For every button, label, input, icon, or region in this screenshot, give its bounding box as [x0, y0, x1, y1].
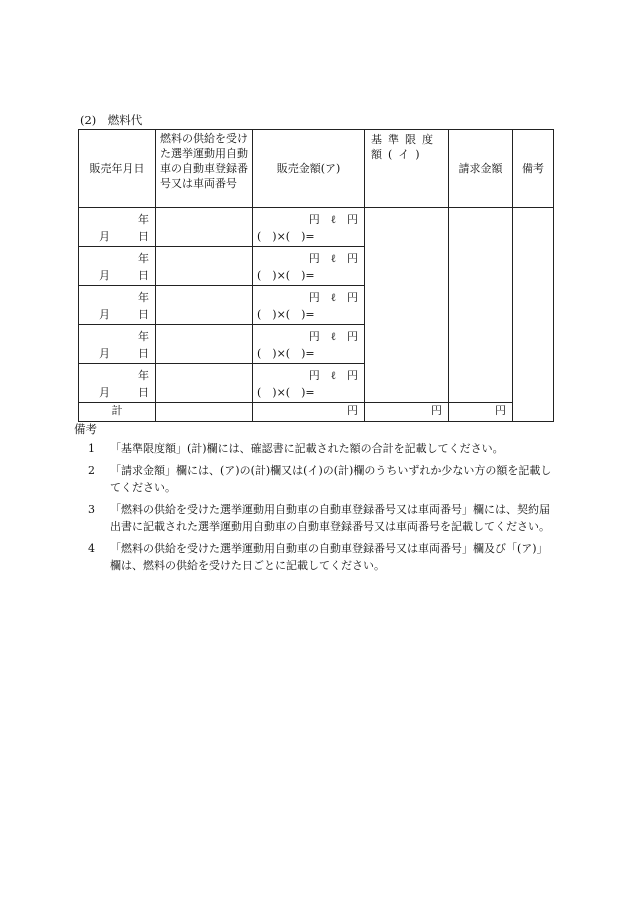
day-label: 日	[138, 347, 149, 360]
year-label: 年	[138, 252, 149, 265]
total-vehicle-cell	[156, 403, 253, 422]
formula-label: ( )×( )=	[257, 347, 315, 360]
claim-amount-cell[interactable]	[449, 208, 513, 403]
unit-price-label: 円 ℓ 円	[308, 291, 358, 304]
note-item	[84, 462, 554, 496]
fuel-cost-table	[78, 129, 554, 422]
total-claim-cell[interactable]: 円	[449, 403, 513, 422]
formula-label: ( )×( )=	[257, 269, 315, 282]
day-label: 日	[138, 230, 149, 243]
sale-date-cell[interactable]	[79, 364, 156, 403]
note-text: 「燃料の供給を受けた選挙運動用自動車の自動車登録番号又は車両番号」欄及び「(ア)」欄は、燃料の供給を受けた日ごとに記載してください。	[110, 542, 548, 572]
header-claim-amount: 請求金額	[449, 130, 513, 208]
note-item	[84, 501, 554, 535]
remarks-cell[interactable]	[513, 208, 554, 422]
unit-price-label: 円 ℓ 円	[308, 252, 358, 265]
sale-date-cell[interactable]	[79, 208, 156, 247]
day-label: 日	[138, 269, 149, 282]
formula-label: ( )×( )=	[257, 230, 315, 243]
total-amount-cell[interactable]: 円	[253, 403, 365, 422]
note-text: 「基準限度額」(計)欄には、確認書に記載された額の合計を記載してください。	[110, 442, 504, 455]
month-label: 月	[99, 230, 110, 243]
unit-price-label: 円 ℓ 円	[308, 213, 358, 226]
sale-amount-cell[interactable]	[253, 286, 365, 325]
month-label: 月	[99, 269, 110, 282]
vehicle-number-cell[interactable]	[156, 247, 253, 286]
note-number: 3	[88, 503, 95, 516]
total-limit-cell[interactable]: 円	[365, 403, 449, 422]
unit-price-label: 円 ℓ 円	[308, 330, 358, 343]
unit-price-label: 円 ℓ 円	[308, 369, 358, 382]
sale-amount-cell[interactable]	[253, 325, 365, 364]
sale-amount-cell[interactable]	[253, 247, 365, 286]
table-row	[79, 208, 554, 247]
formula-label: ( )×( )=	[257, 308, 315, 321]
note-text: 「燃料の供給を受けた選挙運動用自動車の自動車登録番号又は車両番号」欄には、契約届出書に記載された選挙運動用自動車の自動車登録番号又は車両番号を記載してください。	[110, 503, 550, 533]
note-item	[84, 440, 554, 457]
day-label: 日	[138, 308, 149, 321]
notes-heading: 備考	[74, 422, 97, 436]
vehicle-number-cell[interactable]	[156, 364, 253, 403]
note-text: 「請求金額」欄には、(ア)の(計)欄又は(イ)の(計)欄のうちいずれか少ない方の額を記載してください。	[110, 464, 552, 494]
header-remarks: 備考	[513, 130, 554, 208]
month-label: 月	[99, 386, 110, 399]
sale-date-cell[interactable]	[79, 286, 156, 325]
vehicle-number-cell[interactable]	[156, 286, 253, 325]
year-label: 年	[138, 291, 149, 304]
day-label: 日	[138, 386, 149, 399]
formula-label: ( )×( )=	[257, 386, 315, 399]
year-label: 年	[138, 369, 149, 382]
note-number: 4	[88, 542, 95, 555]
note-item	[84, 540, 554, 574]
header-vehicle-number: 燃料の供給を受けた選挙運動用自動車の自動車登録番号又は車両番号	[156, 130, 253, 208]
year-label: 年	[138, 330, 149, 343]
month-label: 月	[99, 308, 110, 321]
base-limit-cell[interactable]	[365, 208, 449, 403]
month-label: 月	[99, 347, 110, 360]
section-title: (2) 燃料代	[80, 113, 143, 127]
year-label: 年	[138, 213, 149, 226]
notes-list	[84, 440, 554, 579]
note-number: 2	[88, 464, 95, 477]
total-row	[79, 403, 554, 422]
vehicle-number-cell[interactable]	[156, 325, 253, 364]
sale-date-cell[interactable]	[79, 325, 156, 364]
header-base-limit: 基準限度額(イ)	[365, 130, 449, 208]
sale-date-cell[interactable]	[79, 247, 156, 286]
note-number: 1	[88, 442, 95, 455]
header-sale-amount: 販売金額(ア)	[253, 130, 365, 208]
header-date: 販売年月日	[79, 130, 156, 208]
total-label: 計	[79, 403, 156, 422]
sale-amount-cell[interactable]	[253, 364, 365, 403]
sale-amount-cell[interactable]	[253, 208, 365, 247]
vehicle-number-cell[interactable]	[156, 208, 253, 247]
